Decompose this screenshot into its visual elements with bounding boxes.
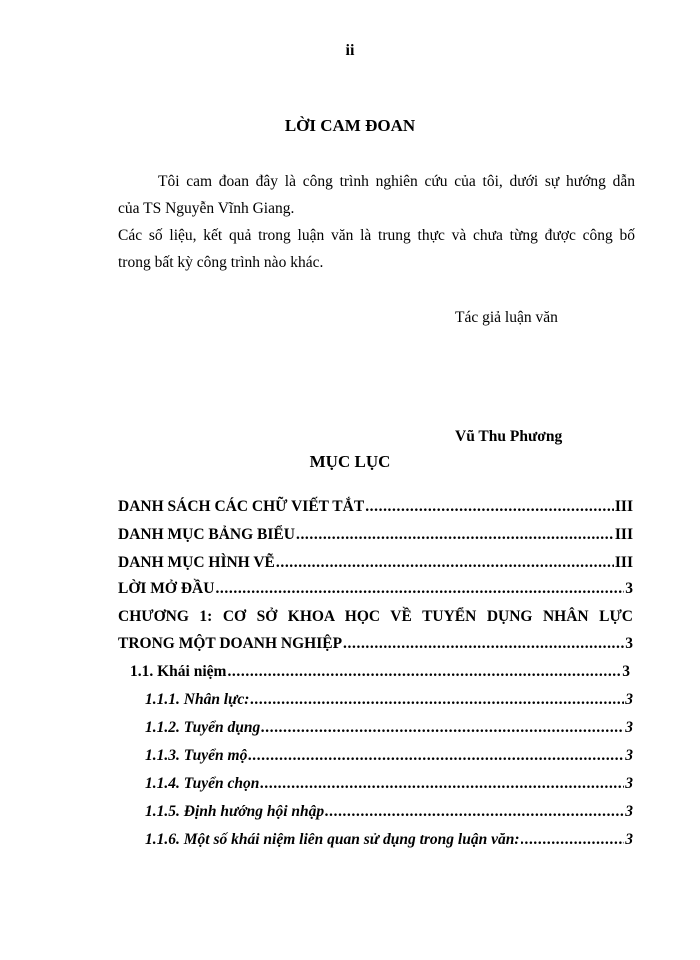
declaration-line-4: trong bất kỳ công trình nào khác. xyxy=(118,254,324,271)
declaration-line-2: của TS Nguyễn Vĩnh Giang. xyxy=(118,200,295,217)
toc-entry-label: 1.1. Khái niệm xyxy=(130,663,227,680)
signature-role: Tác giả luận văn xyxy=(455,309,558,326)
toc-entry-page: 3 xyxy=(625,775,633,792)
toc-entry[interactable] xyxy=(145,775,633,797)
toc-entry-page: 3 xyxy=(622,663,630,680)
toc-leader-dots xyxy=(343,635,624,653)
toc-entry-page: 3 xyxy=(625,580,633,597)
toc-entry-label: 1.1.1. Nhân lực: xyxy=(145,691,250,708)
toc-entry[interactable] xyxy=(145,803,633,825)
toc-entry-page: 3 xyxy=(625,691,633,708)
toc-leader-dots xyxy=(365,498,614,516)
toc-entry-label: 1.1.3. Tuyển mộ xyxy=(145,747,248,764)
toc-entry-label: DANH MỤC HÌNH VẼ xyxy=(118,554,275,571)
toc-entry[interactable] xyxy=(118,554,633,576)
toc-entry-page: III xyxy=(614,554,633,571)
declaration-line-1: Tôi cam đoan đây là công trình nghiên cứu của tôi, dưới sự hướng dẫn xyxy=(158,173,635,190)
toc-entry[interactable] xyxy=(130,663,630,685)
toc-entry-page: III xyxy=(614,526,633,543)
toc-entry-label: DANH MỤC BẢNG BIỂU xyxy=(118,526,295,543)
toc-entry[interactable] xyxy=(118,498,633,520)
toc-entry-label: 1.1.2. Tuyển dụng xyxy=(145,719,261,736)
toc-leader-dots xyxy=(215,580,624,598)
toc-entry-page: 3 xyxy=(625,831,633,848)
toc-leader-dots xyxy=(261,719,624,737)
toc-entry[interactable] xyxy=(118,635,633,657)
toc-entry[interactable] xyxy=(118,580,633,602)
toc-leader-dots xyxy=(276,554,614,572)
toc-entry-page: 3 xyxy=(625,803,633,820)
toc-entry[interactable] xyxy=(118,526,633,548)
toc-entry-label: DANH SÁCH CÁC CHỮ VIẾT TẮT xyxy=(118,498,365,515)
toc-entry-label: 1.1.5. Định hướng hội nhập xyxy=(145,803,325,820)
toc-entry-page: 3 xyxy=(625,635,633,652)
toc-leader-dots xyxy=(325,803,624,821)
toc-entry-label: 1.1.6. Một số khái niệm liên quan sử dụng trong luận văn: xyxy=(145,831,520,848)
toc-leader-dots xyxy=(248,747,624,765)
toc-entry-label: TRONG MỘT DOANH NGHIỆP xyxy=(118,635,343,652)
declaration-title: LỜI CAM ĐOAN xyxy=(284,116,416,135)
toc-entry[interactable] xyxy=(145,831,633,853)
toc-leader-dots xyxy=(260,775,624,793)
toc-leader-dots xyxy=(296,526,614,544)
toc-leader-dots xyxy=(227,663,621,681)
toc-chapter-heading[interactable]: CHƯƠNG 1: CƠ SỞ KHOA HỌC VỀ TUYỂN DỤNG NHÂN LỰC xyxy=(118,608,633,625)
toc-entry-page: 3 xyxy=(625,719,633,736)
declaration-line-3: Các số liệu, kết quả trong luận văn là trung thực và chưa từng được công bố xyxy=(118,227,635,244)
toc-entry[interactable] xyxy=(145,691,633,713)
toc-title: MỤC LỤC xyxy=(309,452,391,471)
signature-name: Vũ Thu Phương xyxy=(455,428,563,445)
toc-entry-page: III xyxy=(614,498,633,515)
toc-entry-label: LỜI MỞ ĐẦU xyxy=(118,580,215,597)
toc-leader-dots xyxy=(521,831,625,849)
toc-leader-dots xyxy=(250,691,624,709)
toc-entry[interactable] xyxy=(145,719,633,741)
toc-entry-page: 3 xyxy=(625,747,633,764)
toc-entry[interactable] xyxy=(145,747,633,769)
page-number: ii xyxy=(345,42,355,59)
toc-entry-label: 1.1.4. Tuyển chọn xyxy=(145,775,260,792)
